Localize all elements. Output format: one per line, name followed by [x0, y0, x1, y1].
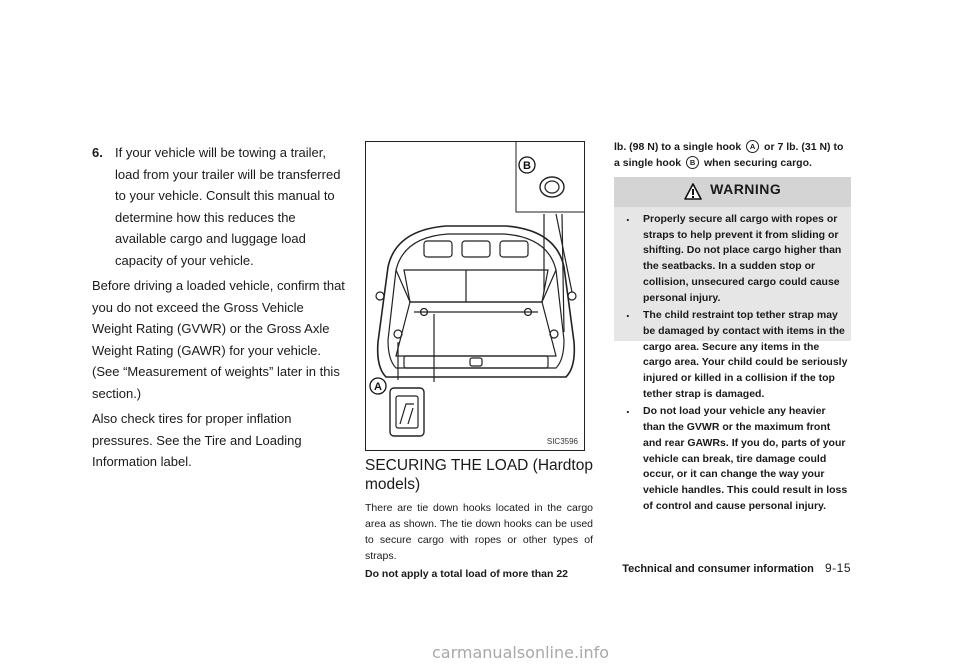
warning-title: WARNING	[710, 180, 782, 197]
footer-section-label: Technical and consumer information	[622, 563, 814, 575]
warning-header	[614, 177, 851, 207]
watermark: carmanualsonline.info	[432, 643, 610, 662]
section-title: SECURING THE LOAD (Hardtop models)	[365, 457, 593, 493]
figure-label-b: B	[523, 160, 531, 172]
item-number: 6.	[92, 145, 103, 160]
warning-item: . Properly secure all cargo with ropes or straps to help prevent it from sliding or shifting. Do not place cargo higher than the seatbacks. In a sudden stop or collision, unsecured cargo could cause personal injury.	[626, 212, 848, 306]
cargo-area-drawing	[366, 142, 584, 450]
continuation-part3: when securing cargo.	[703, 157, 812, 169]
figure-code: SIC3596	[546, 437, 578, 446]
middle-column	[365, 456, 593, 582]
continuation-part2: or 7 lb. (31 N) to a single hook	[614, 141, 844, 169]
figure-label-a: A	[374, 381, 382, 393]
page-number: 9-15	[824, 561, 851, 575]
hook-a-marker: A	[746, 140, 759, 153]
warning-triangle-icon	[684, 183, 702, 200]
tire-paragraph: Also check tires for proper inflation pressures. See the Tire and Loading Information label.	[92, 411, 302, 469]
left-column	[92, 142, 346, 477]
continuation-part1: lb. (98 N) to a single hook	[614, 141, 742, 153]
warning-item: . Do not load your vehicle any heavier than the GVWR or the maximum front and rear GAWRs. If you do, parts of your vehicle can break, tire damage could occur, or it can change the way your vehicle handles. This could result in loss of control and cause personal injury.	[626, 404, 848, 514]
item-6-text: If your vehicle will be towing a trailer, load from your trailer will be transferred to your vehicle. Consult this manual to determine how this reduces the available cargo and luggage load capacity of your vehicle.	[115, 145, 341, 268]
warning-box	[614, 177, 851, 512]
cargo-area-illustration	[365, 141, 585, 451]
load-limit-continuation	[614, 139, 851, 171]
gvwr-paragraph: Before driving a loaded vehicle, confirm that you do not exceed the Gross Vehicle Weight Rating (GVWR) or the Gross Axle Weight Rating (GAWR) for your vehicle. (See “Measurement of weights” later in this section.)	[92, 278, 345, 401]
list-item-6	[92, 142, 346, 271]
right-column	[614, 139, 851, 171]
warning-item: . The child restraint top tether strap may be damaged by contact with items in the cargo area. Secure any items in the cargo area. Your child could be seriously injured or killed in a collision if the top tether strap is damaged.	[626, 308, 848, 402]
load-limit-text: Do not apply a total load of more than 22	[365, 568, 569, 580]
hook-b-marker: B	[686, 156, 699, 169]
page-footer	[614, 561, 851, 575]
warning-list	[626, 212, 848, 516]
section-body: There are tie down hooks located in the cargo area as shown. The tie down hooks can be used to secure cargo with ropes or other types of straps.	[365, 502, 593, 562]
